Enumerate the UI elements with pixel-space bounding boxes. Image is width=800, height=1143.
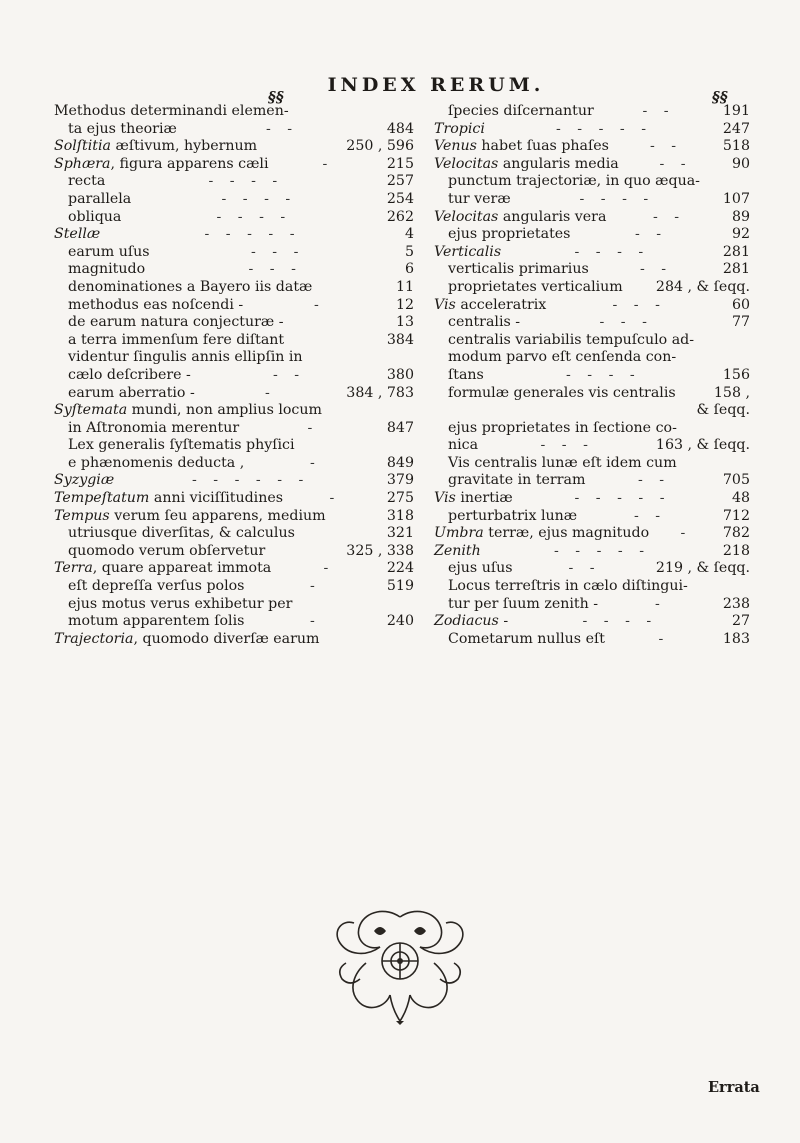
index-entry bbox=[434, 560, 750, 578]
entry-text: Tropici bbox=[434, 120, 485, 137]
index-entry bbox=[54, 121, 414, 139]
index-entry bbox=[434, 121, 750, 139]
page-reference: 48 bbox=[731, 490, 750, 507]
leader-dashes: - - bbox=[266, 120, 299, 137]
leader-dashes: - - - bbox=[540, 437, 594, 454]
index-entry bbox=[434, 156, 750, 174]
index-entry bbox=[434, 191, 750, 209]
page-reference: 163 , & ſeqq. bbox=[655, 437, 750, 454]
entry-text: Vis acceleratrix bbox=[434, 296, 547, 313]
page-reference: 384 bbox=[386, 331, 414, 348]
index-column-left bbox=[54, 103, 414, 648]
index-entry bbox=[54, 367, 414, 385]
leader-dashes: - bbox=[265, 384, 276, 401]
index-entry bbox=[434, 402, 750, 420]
index-entry bbox=[434, 297, 750, 315]
leader-dashes: - bbox=[310, 578, 321, 595]
section-mark-right: §§ bbox=[712, 88, 728, 106]
leader-dashes: - bbox=[310, 454, 321, 471]
index-entry bbox=[434, 279, 750, 297]
page-reference: 257 bbox=[386, 173, 414, 190]
leader-dashes: - - bbox=[638, 472, 671, 489]
page-reference: 379 bbox=[386, 472, 414, 489]
index-entry bbox=[434, 455, 750, 473]
leader-dashes: - bbox=[310, 613, 321, 630]
page-reference: 275 bbox=[386, 490, 414, 507]
index-entry bbox=[54, 596, 414, 614]
index-entry bbox=[54, 525, 414, 543]
index-column-right bbox=[434, 103, 750, 648]
leader-dashes: - - bbox=[568, 560, 601, 577]
entry-text: Tempeſtatum anni viciſſitudines bbox=[54, 490, 284, 507]
leader-dashes: - bbox=[323, 560, 335, 577]
leader-dashes: - - - - - bbox=[204, 226, 301, 243]
index-entry bbox=[54, 349, 414, 367]
entry-text: nica bbox=[448, 437, 479, 454]
leader-dashes: - bbox=[655, 595, 666, 612]
entry-text: Terra, quare appareat immota bbox=[54, 560, 272, 577]
index-entry bbox=[434, 314, 750, 332]
page-reference: 89 bbox=[731, 208, 750, 225]
entry-text: Venus habet ſuas phaſes bbox=[434, 138, 609, 155]
entry-text: denominationes a Bayero iis datæ bbox=[68, 278, 313, 295]
leader-dashes: - - bbox=[659, 155, 692, 172]
index-entry bbox=[54, 560, 414, 578]
entry-text: Solſtitia æſtivum, hybernum bbox=[54, 138, 258, 155]
entry-text: proprietates verticalium bbox=[448, 278, 623, 295]
page-reference: 92 bbox=[731, 226, 750, 243]
index-entry bbox=[54, 385, 414, 403]
entry-text: utriusque diverſitas, & calculus bbox=[68, 525, 295, 542]
page-reference: 238 bbox=[722, 595, 750, 612]
entry-text: tur per ſuum zenith - bbox=[448, 595, 599, 612]
entry-text: Methodus determinandi elemen- bbox=[54, 103, 289, 119]
page-reference: 215 bbox=[386, 155, 414, 172]
page-reference: 281 bbox=[722, 243, 750, 260]
entry-text: motum apparentem ſolis bbox=[68, 613, 245, 630]
leader-dashes: - - - bbox=[599, 314, 653, 331]
entry-text: Vis inertiæ bbox=[434, 490, 513, 507]
entry-text: Verticalis bbox=[434, 243, 502, 260]
leader-dashes: - - - bbox=[612, 296, 666, 313]
entry-text: magnitudo bbox=[68, 261, 146, 278]
page-reference: 13 bbox=[395, 314, 414, 331]
entry-text: ejus uſus bbox=[448, 560, 513, 577]
entry-text: a terra immenſum fere diſtant bbox=[68, 331, 285, 348]
entry-text: Sphæra, figura apparens cæli bbox=[54, 155, 269, 172]
entry-text: perturbatrix lunæ bbox=[448, 507, 578, 524]
index-entry bbox=[434, 613, 750, 631]
index-entry bbox=[54, 261, 414, 279]
entry-text: in Aſtronomia merentur bbox=[68, 419, 240, 436]
page-reference: 11 bbox=[395, 278, 414, 295]
ornament-vignette-icon bbox=[326, 903, 474, 1025]
page-reference: 318 bbox=[386, 507, 414, 524]
entry-text: ta ejus theoriæ bbox=[68, 120, 177, 137]
entry-text: Zenith bbox=[434, 542, 481, 559]
index-entry bbox=[54, 226, 414, 244]
entry-text: Zodiacus - bbox=[434, 613, 509, 630]
page-reference: 250 , 596 bbox=[346, 138, 414, 155]
index-entry bbox=[54, 402, 414, 420]
leader-dashes: - - bbox=[642, 103, 675, 119]
entry-text: earum aberratio - bbox=[68, 384, 195, 401]
page-reference: 849 bbox=[386, 454, 414, 471]
entry-text: quomodo verum obſervetur bbox=[68, 542, 266, 559]
page-reference: 191 bbox=[722, 103, 750, 119]
index-entry bbox=[54, 332, 414, 350]
entry-text: ejus proprietates in ſectione co- bbox=[448, 419, 677, 436]
index-entry bbox=[54, 173, 414, 191]
entry-text: gravitate in terram bbox=[448, 472, 586, 489]
index-entry bbox=[434, 332, 750, 350]
leader-dashes: - - bbox=[273, 366, 306, 383]
index-entry bbox=[54, 156, 414, 174]
page-reference: 712 bbox=[722, 507, 750, 524]
page-reference: 281 bbox=[722, 261, 750, 278]
page-reference: 705 bbox=[722, 472, 750, 489]
leader-dashes: - - - - bbox=[216, 208, 292, 225]
page-reference: 254 bbox=[386, 190, 414, 207]
entry-text: obliqua bbox=[68, 208, 122, 225]
index-entry bbox=[434, 261, 750, 279]
page-reference: 4 bbox=[404, 226, 414, 243]
entry-text: Tempus verum ſeu apparens, medium bbox=[54, 507, 326, 524]
leader-dashes: - - bbox=[635, 226, 668, 243]
leader-dashes: - - bbox=[640, 261, 673, 278]
entry-text: Cometarum nullus eſt bbox=[448, 630, 605, 647]
leader-dashes: - - - - bbox=[221, 190, 297, 207]
leader-dashes: - - - - bbox=[566, 366, 641, 383]
index-entry bbox=[434, 420, 750, 438]
entry-text: Stellæ bbox=[54, 226, 101, 243]
index-entry bbox=[54, 437, 414, 455]
page-reference: 782 bbox=[722, 525, 750, 542]
entry-text: Locus terreſtris in cælo diſtingui- bbox=[448, 578, 688, 595]
page-title: INDEX RERUM. bbox=[327, 74, 545, 96]
entry-text: Trajectoria, quomodo diverſæ earum bbox=[54, 630, 320, 647]
entry-text: tur veræ bbox=[448, 190, 511, 207]
leader-dashes: - - - - bbox=[582, 613, 658, 630]
index-entry bbox=[434, 578, 750, 596]
index-entry bbox=[54, 314, 414, 332]
index-entry bbox=[54, 472, 414, 490]
index-entry bbox=[54, 631, 414, 649]
page-reference: 240 bbox=[386, 613, 414, 630]
entry-text: centralis - bbox=[448, 314, 521, 331]
index-entry bbox=[54, 279, 414, 297]
leader-dashes: - - - - - - bbox=[192, 472, 310, 489]
page-reference: 77 bbox=[731, 314, 750, 331]
index-entry bbox=[434, 209, 750, 227]
leader-dashes: - - - - - bbox=[574, 490, 671, 507]
page-reference: 90 bbox=[731, 155, 750, 172]
entry-text: cælo deſcribere - bbox=[68, 366, 191, 383]
page-reference: 262 bbox=[386, 208, 414, 225]
page-reference: 219 , & ſeqq. bbox=[655, 560, 750, 577]
index-entry bbox=[434, 385, 750, 403]
entry-text: punctum trajectoriæ, in quo æqua- bbox=[448, 173, 700, 190]
index-entry bbox=[434, 138, 750, 156]
leader-dashes: - - - bbox=[251, 243, 305, 260]
entry-text: centralis variabilis tempuſculo ad- bbox=[448, 331, 695, 348]
index-entry bbox=[54, 490, 414, 508]
page-reference: 847 bbox=[386, 419, 414, 436]
entry-text: ſtans bbox=[448, 366, 484, 383]
page-reference: 107 bbox=[722, 190, 750, 207]
entry-text: earum uſus bbox=[68, 243, 150, 260]
page-reference: 284 , & ſeqq. bbox=[655, 278, 750, 295]
entry-text: ejus motus verus exhibetur per bbox=[68, 595, 293, 612]
leader-dashes: - bbox=[658, 630, 670, 647]
index-entry bbox=[54, 209, 414, 227]
entry-text: methodus eas noſcendi - bbox=[68, 296, 244, 313]
index-entry bbox=[434, 525, 750, 543]
page-reference: 380 bbox=[386, 366, 414, 383]
entry-text: ſpecies diſcernantur bbox=[448, 103, 594, 119]
index-entry bbox=[434, 173, 750, 191]
index-entry bbox=[54, 103, 414, 121]
index-entry bbox=[434, 103, 750, 121]
index-entry bbox=[434, 367, 750, 385]
entry-text: recta bbox=[68, 173, 106, 190]
leader-dashes: - bbox=[322, 155, 334, 172]
page-reference: 519 bbox=[386, 578, 414, 595]
index-entry bbox=[434, 508, 750, 526]
page-reference: 158 , bbox=[713, 384, 750, 401]
entry-text: e phænomenis deducta , bbox=[68, 454, 245, 471]
page-reference: 156 bbox=[722, 366, 750, 383]
entry-text: videntur ſingulis annis ellipſin in bbox=[68, 349, 303, 366]
index-entry bbox=[54, 138, 414, 156]
page-reference: 5 bbox=[404, 243, 414, 260]
index-entry bbox=[434, 596, 750, 614]
entry-text: Vis centralis lunæ eſt idem cum bbox=[448, 454, 677, 471]
leader-dashes: - - - - bbox=[208, 173, 284, 190]
page-reference: 518 bbox=[722, 138, 750, 155]
index-entry bbox=[54, 420, 414, 438]
catchword: Errata bbox=[708, 1079, 760, 1096]
page-reference: 384 , 783 bbox=[346, 384, 414, 401]
index-entry bbox=[434, 349, 750, 367]
page-reference: 224 bbox=[386, 560, 414, 577]
page-reference: & ſeqq. bbox=[696, 402, 750, 419]
entry-text: verticalis primarius bbox=[448, 261, 589, 278]
page-reference: 218 bbox=[722, 542, 750, 559]
entry-text: parallela bbox=[68, 190, 132, 207]
index-entry bbox=[434, 437, 750, 455]
entry-text: Velocitas angularis media bbox=[434, 155, 619, 172]
index-entry bbox=[54, 543, 414, 561]
page-reference: 484 bbox=[386, 120, 414, 137]
entry-text: de earum natura conjecturæ - bbox=[68, 314, 284, 331]
index-entry bbox=[54, 613, 414, 631]
leader-dashes: - bbox=[680, 525, 692, 542]
page-reference: 183 bbox=[722, 630, 750, 647]
index-entry bbox=[434, 472, 750, 490]
index-entry bbox=[54, 455, 414, 473]
page-reference: 247 bbox=[722, 120, 750, 137]
leader-dashes: - - - bbox=[248, 261, 302, 278]
leader-dashes: - bbox=[314, 296, 325, 313]
page-reference: 325 , 338 bbox=[346, 542, 414, 559]
page-reference: 27 bbox=[731, 613, 750, 630]
index-entry bbox=[54, 508, 414, 526]
entry-text: Syſtemata mundi, non amplius locum bbox=[54, 402, 322, 419]
leader-dashes: - - bbox=[653, 208, 686, 225]
entry-text: Syzygiæ bbox=[54, 472, 115, 489]
leader-dashes: - - - - - bbox=[554, 542, 651, 559]
leader-dashes: - - - - bbox=[579, 190, 655, 207]
index-entry bbox=[434, 226, 750, 244]
entry-text: Umbra terræ, ejus magnitudo bbox=[434, 525, 650, 542]
entry-text: ejus proprietates bbox=[448, 226, 571, 243]
page-reference: 6 bbox=[404, 261, 414, 278]
leader-dashes: - bbox=[307, 419, 319, 436]
entry-text: modum parvo eſt cenſenda con- bbox=[448, 349, 677, 366]
entry-text: Lex generalis ſyſtematis phyſici bbox=[68, 437, 295, 454]
index-entry bbox=[434, 631, 750, 649]
leader-dashes: - - bbox=[634, 507, 667, 524]
page-reference: 60 bbox=[731, 296, 750, 313]
leader-dashes: - bbox=[329, 490, 341, 507]
leader-dashes: - - - - - bbox=[556, 120, 653, 137]
page-reference: 12 bbox=[395, 296, 414, 313]
index-entry bbox=[54, 244, 414, 262]
index-entry bbox=[54, 191, 414, 209]
page-reference: 321 bbox=[386, 525, 414, 542]
index-entry bbox=[434, 244, 750, 262]
index-entry bbox=[54, 297, 414, 315]
page-header bbox=[0, 74, 800, 104]
index-entry bbox=[434, 543, 750, 561]
index-entry bbox=[434, 490, 750, 508]
leader-dashes: - - - - bbox=[574, 243, 650, 260]
section-mark-left: §§ bbox=[268, 88, 284, 106]
entry-text: formulæ generales vis centralis bbox=[448, 384, 676, 401]
entry-text: eſt depreſſa verſus polos bbox=[68, 578, 245, 595]
entry-text: Velocitas angularis vera bbox=[434, 208, 607, 225]
leader-dashes: - - bbox=[650, 138, 683, 155]
index-entry bbox=[54, 578, 414, 596]
